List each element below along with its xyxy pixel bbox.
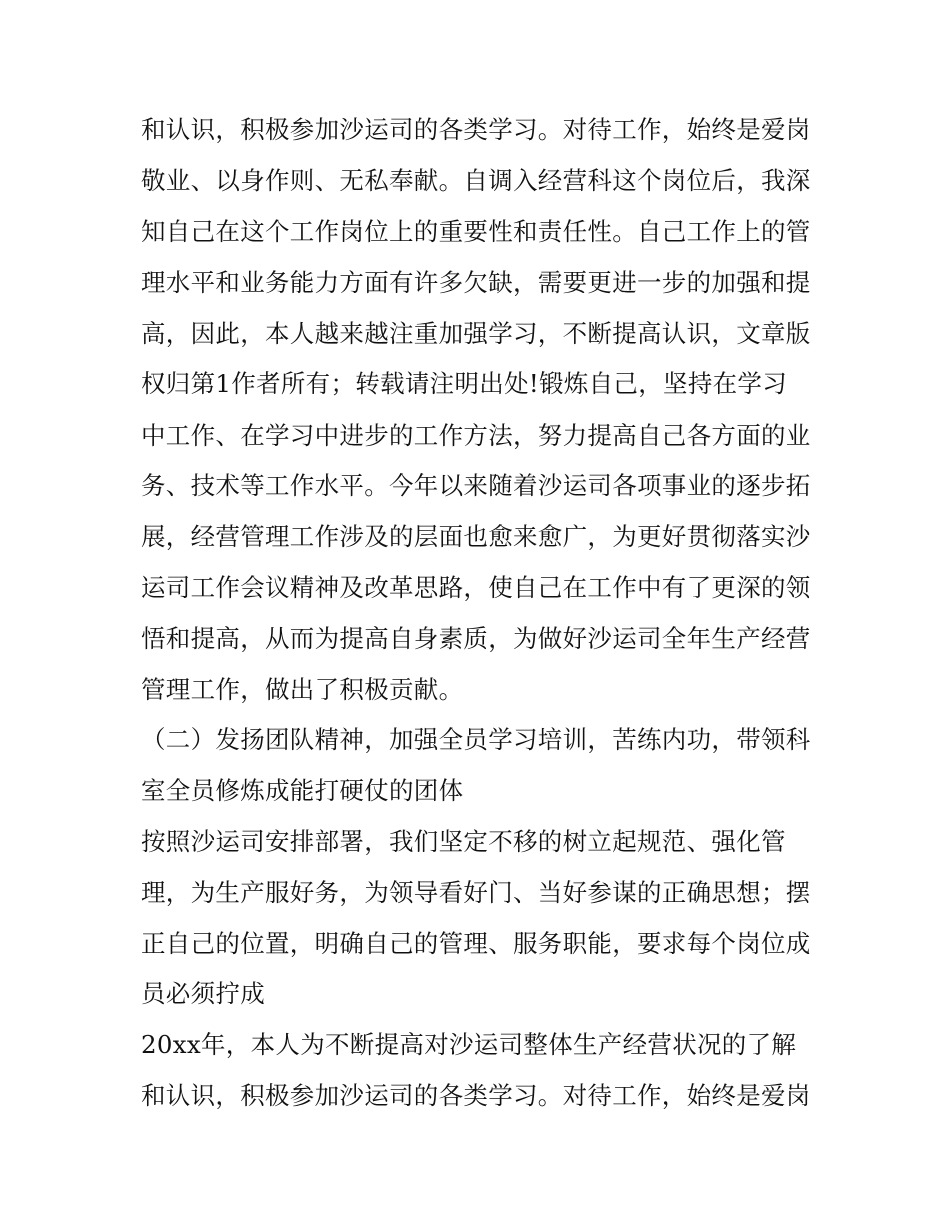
text-line: 按照沙运司安排部署，我们坚定不移的树立起规范、强化管 xyxy=(141,827,786,856)
text-line: 敬业、以身作则、无私奉献。自调入经营科这个岗位后，我深 xyxy=(141,166,811,195)
text-line: 理水平和业务能力方面有许多欠缺，需要更进一步的加强和提 xyxy=(141,268,811,297)
text-line: 和认识，积极参加沙运司的各类学习。对待工作，始终是爱岗 xyxy=(141,1081,811,1110)
text-line: 知自己在这个工作岗位上的重要性和责任性。自己工作上的管 xyxy=(141,217,811,246)
section-heading: 室全员修炼成能打硬仗的团体 xyxy=(141,776,464,805)
text-line: 运司工作会议精神及改革思路，使自己在工作中有了更深的领 xyxy=(141,573,811,602)
text-line: 20xx年，本人为不断提高对沙运司整体生产经营状况的了解 xyxy=(141,1030,797,1059)
text-line: 高，因此，本人越来越注重加强学习，不断提高认识，文章版 xyxy=(141,319,811,348)
text-line: 悟和提高，从而为提高自身素质，为做好沙运司全年生产经营 xyxy=(141,624,811,653)
text-line: 管理工作，做出了积极贡献。 xyxy=(141,675,464,704)
text-line: 中工作、在学习中进步的工作方法，努力提高自己各方面的业 xyxy=(141,421,811,450)
text-line: 展，经营管理工作涉及的层面也愈来愈广，为更好贯彻落实沙 xyxy=(141,522,811,551)
text-line: 正自己的位置，明确自己的管理、服务职能，要求每个岗位成 xyxy=(141,929,811,958)
text-line: 员必须拧成 xyxy=(141,979,265,1008)
text-line: 权归第1作者所有；转载请注明出处!锻炼自己，坚持在学习 xyxy=(141,369,788,398)
text-line: 和认识，积极参加沙运司的各类学习。对待工作，始终是爱岗 xyxy=(141,115,811,144)
section-heading: （二）发扬团队精神，加强全员学习培训，苦练内功，带领科 xyxy=(141,725,811,754)
text-line: 务、技术等工作水平。今年以来随着沙运司各项事业的逐步拓 xyxy=(141,471,811,500)
text-line: 理，为生产服好务，为领导看好门、当好参谋的正确思想；摆 xyxy=(141,878,811,907)
